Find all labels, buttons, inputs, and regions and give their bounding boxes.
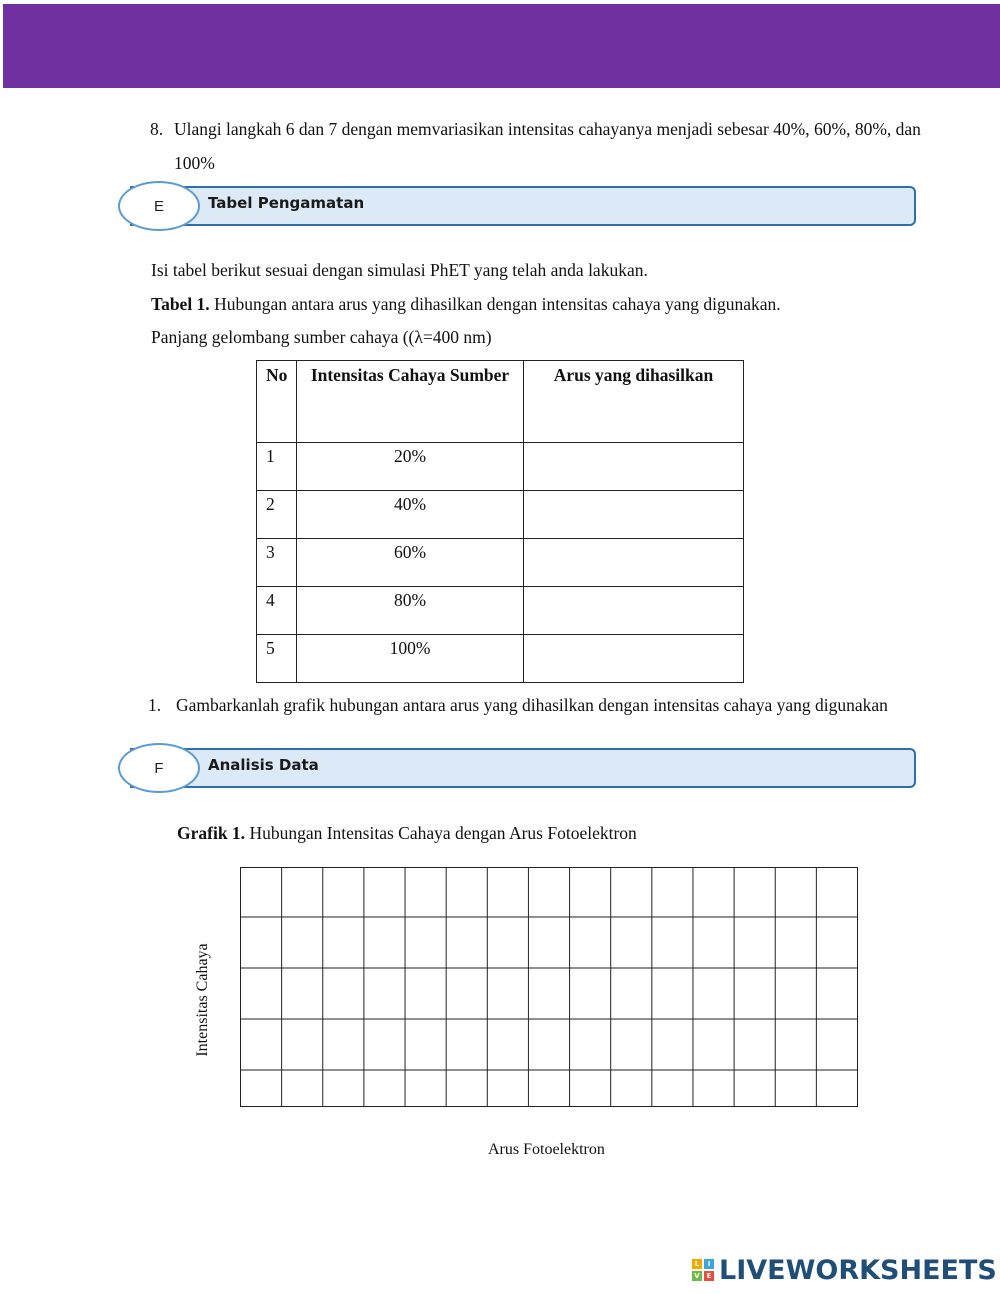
header-current: Arus yang dihasilkan <box>524 361 744 443</box>
wavelength-note: Panjang gelombang sumber cahaya ((λ=400 nm) <box>151 327 492 347</box>
logo-mark-letter: E <box>704 1271 714 1281</box>
section-e-header <box>118 181 920 235</box>
row-current-input[interactable] <box>524 635 744 683</box>
table-caption <box>151 294 781 315</box>
row-current-input[interactable] <box>524 491 744 539</box>
logo-mark-letter: V <box>692 1271 702 1281</box>
row-current-input[interactable] <box>524 587 744 635</box>
step-number: 8. <box>150 119 164 139</box>
step-8 <box>150 112 950 180</box>
header-banner <box>3 4 1000 88</box>
graph-y-axis-label: Intensitas Cahaya <box>194 943 211 1057</box>
row-no: 4 <box>257 587 297 635</box>
row-no: 5 <box>257 635 297 683</box>
instruction-text: Isi tabel berikut sesuai dengan simulasi PhET yang telah anda lakukan. <box>151 260 648 280</box>
logo-mark-icon <box>692 1259 714 1281</box>
row-no: 3 <box>257 539 297 587</box>
table-caption-label: Tabel 1. <box>151 294 210 314</box>
row-intensity: 100% <box>297 635 524 683</box>
observation-table <box>256 360 744 683</box>
graph-caption <box>177 823 637 844</box>
table-row <box>257 491 744 539</box>
graph-x-axis-label: Arus Fotoelektron <box>488 1141 605 1158</box>
row-no: 1 <box>257 443 297 491</box>
section-f-header <box>118 743 920 797</box>
table-header-row <box>257 361 744 443</box>
header-intensity: Intensitas Cahaya Sumber <box>297 361 524 443</box>
row-intensity: 40% <box>297 491 524 539</box>
row-intensity: 20% <box>297 443 524 491</box>
question-text: Gambarkanlah grafik hubungan antara arus yang dihasilkan dengan intensitas cahaya yang digunakan <box>176 695 888 715</box>
graph-caption-text: Hubungan Intensitas Cahaya dengan Arus Fotoelektron <box>245 823 637 843</box>
graph-grid[interactable] <box>240 867 858 1107</box>
row-intensity: 60% <box>297 539 524 587</box>
table-row <box>257 443 744 491</box>
header-no: No <box>257 361 297 443</box>
section-letter-badge: E <box>118 181 200 231</box>
table-row <box>257 539 744 587</box>
row-current-input[interactable] <box>524 443 744 491</box>
row-intensity: 80% <box>297 587 524 635</box>
logo-mark-letter: I <box>704 1259 714 1269</box>
section-title: Analisis Data <box>208 756 319 774</box>
graph-caption-label: Grafik 1. <box>177 823 246 843</box>
question-1 <box>148 694 908 716</box>
section-title: Tabel Pengamatan <box>208 194 365 212</box>
liveworksheets-logo <box>692 1253 997 1287</box>
logo-mark-letter: L <box>692 1259 702 1269</box>
section-letter-badge: F <box>118 743 200 793</box>
table-row <box>257 587 744 635</box>
step-text: Ulangi langkah 6 dan 7 dengan memvariasikan intensitas cahayanya menjadi sebesar 40%, 60%, 80%, dan 100% <box>174 119 921 173</box>
table-row <box>257 635 744 683</box>
row-current-input[interactable] <box>524 539 744 587</box>
logo-wordmark: LIVEWORKSHEETS <box>719 1254 997 1286</box>
question-number: 1. <box>148 695 162 715</box>
row-no: 2 <box>257 491 297 539</box>
table-caption-text: Hubungan antara arus yang dihasilkan dengan intensitas cahaya yang digunakan. <box>209 294 781 314</box>
